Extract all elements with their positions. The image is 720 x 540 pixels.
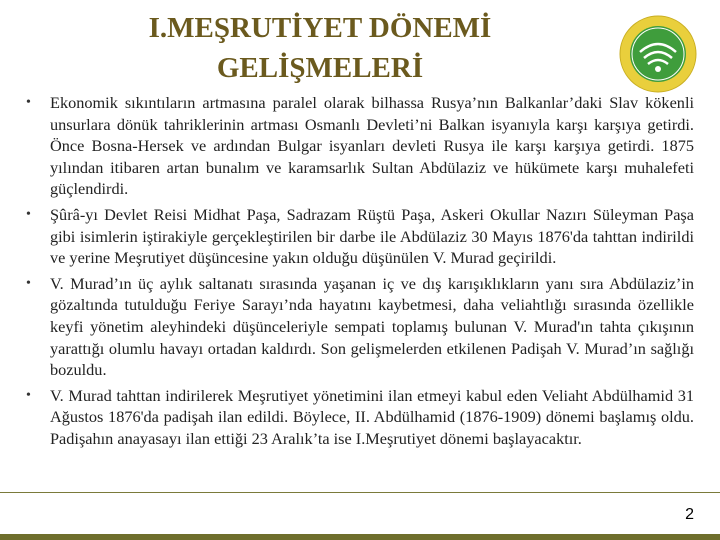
page-number: 2 <box>685 506 694 523</box>
bullet-text: V. Murad’ın üç aylık saltanatı sırasında yaşanan iç ve dış karışıklıkların yanı sıra Abdülaziz’in gözaltında tutulduğu Feriye Sarayı’nda hayatını kaybetmesi, daha veliahtlığı sırasında özellikle keyfi yönetim aleyhindeki düşünceleriyle sempati toplamış bulunan V. Murad'ın tahta çıkışının yarattığı olumlu havayı ortadan kaldırdı. Son gelişmelerden etkilenen Padişah V. Murad’ın sağlığı bozuldu. <box>50 273 694 380</box>
title-line-1: I.MEŞRUTİYET DÖNEMİ <box>148 12 492 44</box>
bullet-item <box>26 273 694 381</box>
bullet-item <box>26 385 694 450</box>
bullet-text: Ekonomik sıkıntıların artmasına paralel olarak bilhassa Rusya’nın Balkanlar’daki Slav kökenli unsurlara dönük tahriklerinin artması Osmanlı Devleti’ni Balkan isyanıyla karşı karşıya getirdi. Önce Bosna-Hersek ve ardından Bulgar isyanları devleti Rusya ile karşı karşıya getirdi. 1875 yılından itibaren artan bunalım ve karamsarlık Sultan Abdülaziz ve hükümete karşı muhalefeti güçlendirdi. <box>50 93 694 199</box>
footer-bar <box>0 534 720 540</box>
bullet-text: V. Murad tahttan indirilerek Meşrutiyet yönetimini ilan etmeyi kabul eden Veliaht Abdülhamid 31 Ağustos 1876'da padişah ilan edildi. Böylece, II. Abdülhamid (1876-1909) dönemi başlamış oldu. Padişahın anayasayı ilan ettiği 23 Aralık’ta ise I.Meşrutiyet dönemi başlayacaktır. <box>50 385 694 448</box>
bullet-item <box>26 204 694 269</box>
bullet-marker: • <box>26 275 31 291</box>
footer-divider <box>0 492 720 493</box>
university-seal-icon <box>618 14 698 94</box>
bullet-item <box>26 92 694 200</box>
bullet-marker: • <box>26 387 31 403</box>
bullet-list <box>26 92 694 454</box>
title-line-2: GELİŞMELERİ <box>216 52 424 84</box>
bullet-marker: • <box>26 95 31 110</box>
bullet-marker: • <box>26 206 31 222</box>
bullet-text: Şûrâ-yı Devlet Reisi Midhat Paşa, Sadrazam Rüştü Paşa, Askeri Okullar Nazırı Süleyman Paşa gibi isimlerin iştirakiyle gerçekleştirilen bir darbe ile Abdülaziz 30 Mayıs 1876'da tahttan indirildi ve yerine Meşrutiyet düşüncesine yakın olduğu düşünülen V. Murad geçirildi. <box>50 204 694 268</box>
slide-title <box>100 8 540 88</box>
